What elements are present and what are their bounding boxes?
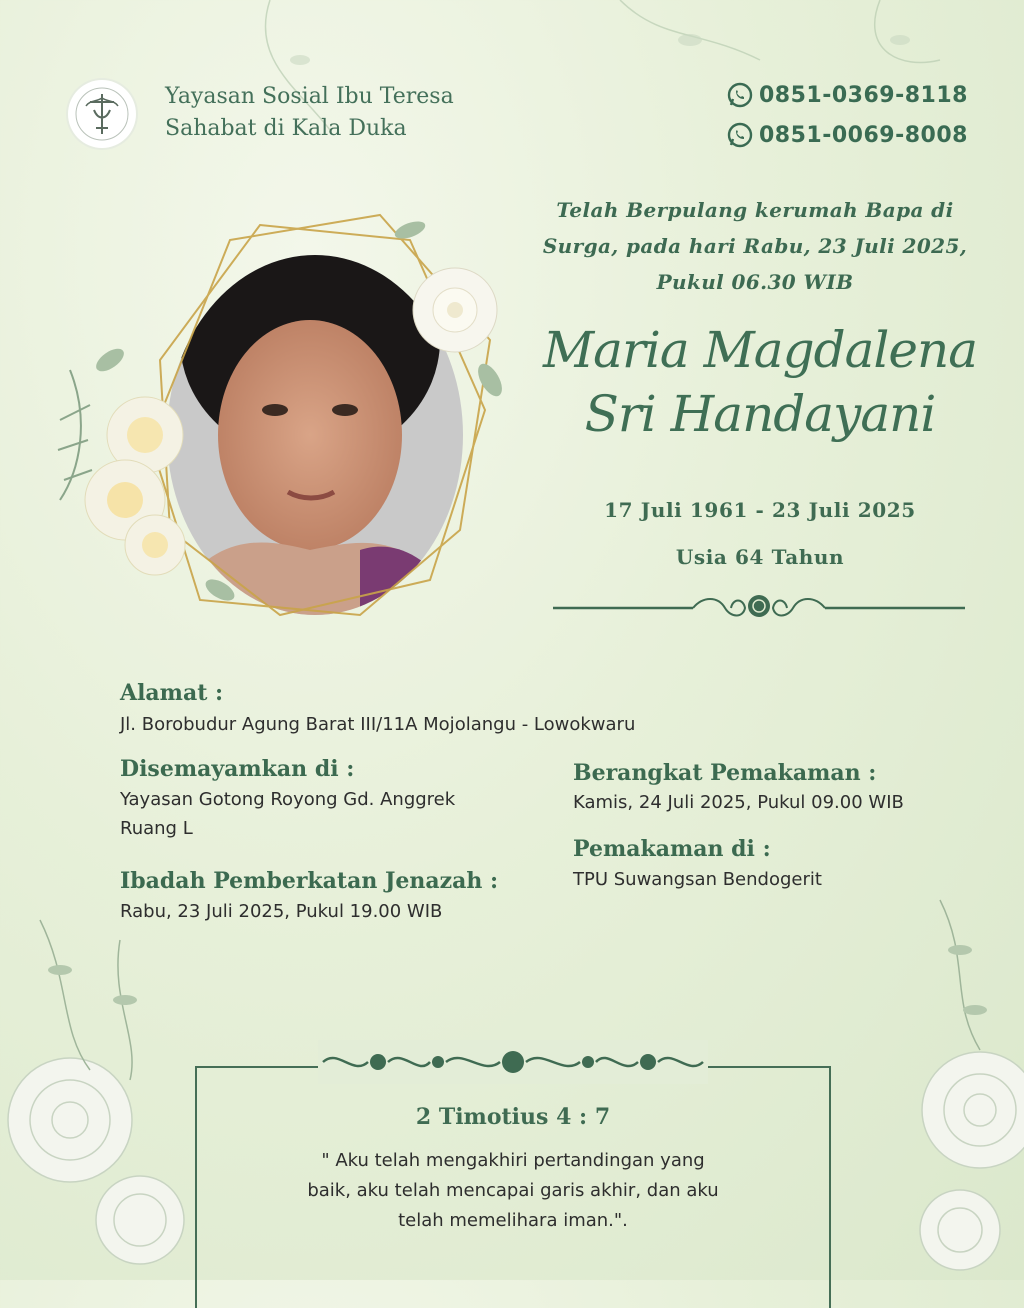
portrait-frame xyxy=(30,170,510,630)
lying-in-state-value-line-1: Yayasan Gotong Royong Gd. Anggrek xyxy=(120,789,456,810)
lying-in-state-label: Disemayamkan di : xyxy=(120,756,355,782)
ornamental-divider xyxy=(553,590,965,622)
burial-value: TPU Suwangsan Bendogerit xyxy=(573,869,822,890)
funeral-service-label: Ibadah Pemberkatan Jenazah : xyxy=(120,868,499,894)
phone-number-1: 0851-0369-8118 xyxy=(759,82,968,108)
verse-line-2: baik, aku telah mencapai garis akhir, dan aku xyxy=(307,1180,719,1201)
age: Usia 64 Tahun xyxy=(675,545,845,569)
org-name: Yayasan Sosial Ibu Teresa xyxy=(165,84,454,109)
verse-reference: 2 Timotius 4 : 7 xyxy=(415,1104,611,1130)
address-label: Alamat : xyxy=(120,680,224,706)
foundation-logo xyxy=(68,80,136,148)
verse-text xyxy=(255,1146,771,1236)
deceased-name-line-2: Sri Handayani xyxy=(584,385,936,443)
address-value: Jl. Borobudur Agung Barat III/11A Mojolangu - Lowokwaru xyxy=(120,714,636,735)
floral-decoration-bottom-left xyxy=(0,880,200,1280)
announcement-line-3: Pukul 06.30 WIB xyxy=(656,270,854,294)
departure-label: Berangkat Pemakaman : xyxy=(573,760,877,786)
deceased-name-line-1: Maria Magdalena xyxy=(542,321,978,379)
departure-value: Kamis, 24 Juli 2025, Pukul 09.00 WIB xyxy=(573,792,904,813)
announcement-text xyxy=(505,192,1005,300)
org-tagline: Sahabat di Kala Duka xyxy=(165,116,407,141)
verse-line-1: " Aku telah mengakhiri pertandingan yang xyxy=(321,1150,705,1171)
phone-contact-2[interactable] xyxy=(727,122,968,148)
phone-number-2: 0851-0069-8008 xyxy=(759,122,968,148)
funeral-service-value: Rabu, 23 Juli 2025, Pukul 19.00 WIB xyxy=(120,901,443,922)
lying-in-state-value-line-2: Ruang L xyxy=(120,818,193,839)
verse-ornament xyxy=(318,1040,708,1084)
whatsapp-icon xyxy=(727,122,753,148)
life-dates: 17 Juli 1961 - 23 Juli 2025 xyxy=(604,498,916,522)
floral-decoration-bottom-right xyxy=(880,880,1024,1280)
deceased-name xyxy=(500,318,1020,446)
phone-contact-1[interactable] xyxy=(727,82,968,108)
whatsapp-icon xyxy=(727,82,753,108)
announcement-line-2: Surga, pada hari Rabu, 23 Juli 2025, xyxy=(542,234,968,258)
verse-line-3: telah memelihara iman.". xyxy=(398,1210,628,1231)
burial-label: Pemakaman di : xyxy=(573,836,771,862)
announcement-line-1: Telah Berpulang kerumah Bapa di xyxy=(556,198,954,222)
